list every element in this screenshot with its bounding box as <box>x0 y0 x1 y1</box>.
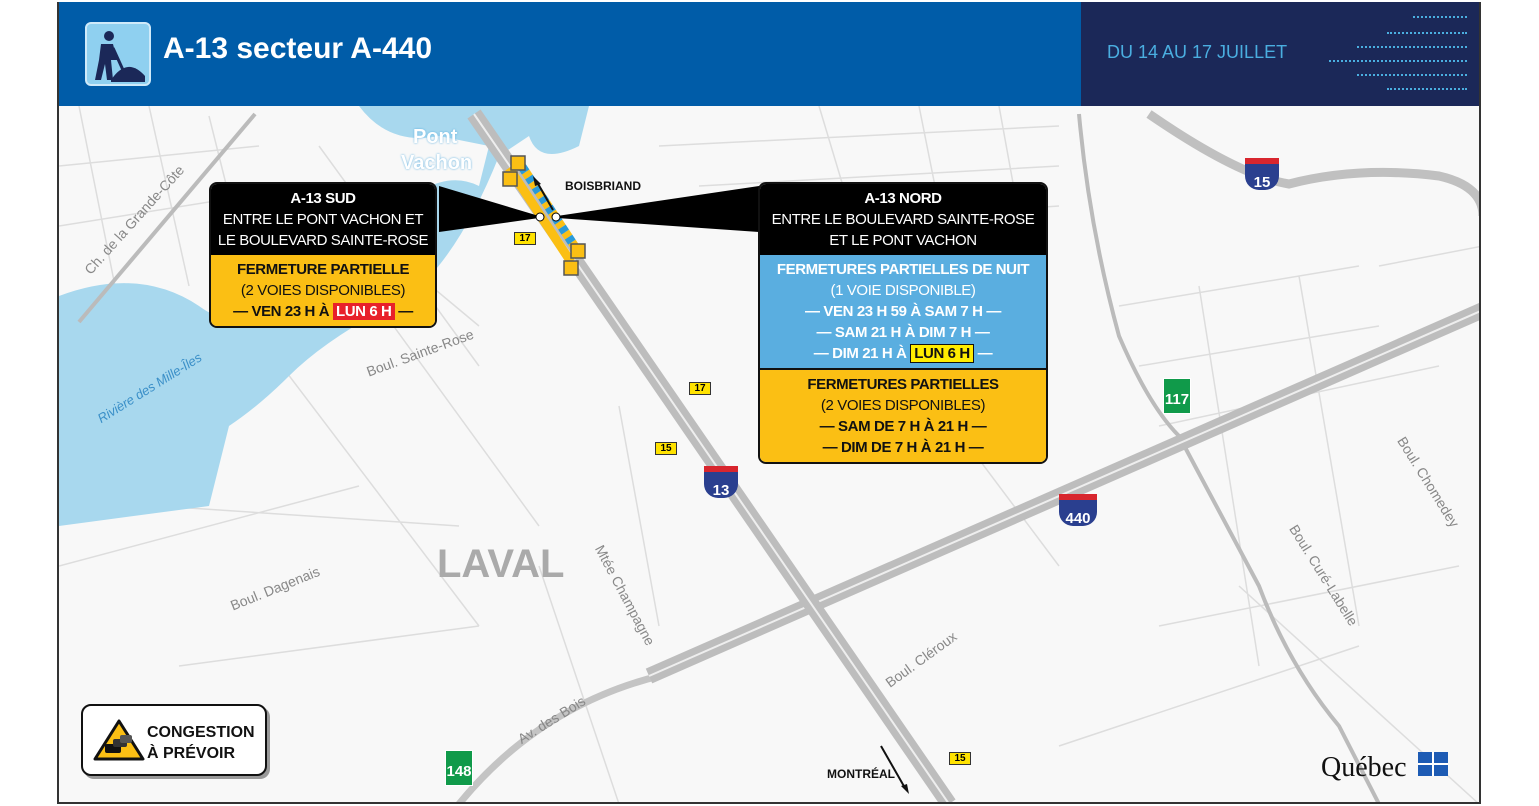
callout-a13-sud <box>209 182 437 328</box>
schedule-highlight: LUN 6 H <box>910 344 974 363</box>
sud-title: A-13 SUD <box>290 190 356 207</box>
sud-lanes: (2 VOIES DISPONIBLES) <box>240 282 406 299</box>
a440-shield: 440 <box>1059 494 1097 526</box>
congestion-warning-icon <box>93 718 145 762</box>
schedule-text: — VEN 23 H À <box>233 303 330 320</box>
label-montreal: MONTRÉAL <box>827 767 895 781</box>
a15-shield: 15 <box>1245 158 1279 190</box>
schedule-highlight: LUN 6 H <box>333 303 395 320</box>
exit-15-sign: 15 <box>655 442 677 455</box>
date-range: DU 14 AU 17 JUILLET <box>1107 42 1288 62</box>
label-riviere: Rivière des Mille-Îles <box>94 349 205 426</box>
schedule-text: — DIM 21 H À <box>813 345 907 362</box>
label-cure-labelle: Boul. Curé-Labelle <box>1286 521 1362 629</box>
sud-schedule <box>215 301 431 322</box>
label-ste-rose: Boul. Sainte-Rose <box>364 325 476 380</box>
label-chomedey: Boul. Chomedey <box>1394 433 1463 531</box>
label-grande-cote: Ch. de la Grande-Côte <box>81 161 188 278</box>
nord-location: ENTRE LE BOULEVARD SAINTE-ROSE <box>771 211 1035 228</box>
congestion-legend <box>81 704 267 776</box>
logo-text: Québec <box>1321 752 1407 783</box>
road-av-des-bois <box>459 676 659 804</box>
label-laval: LAVAL <box>437 542 565 586</box>
label-av-bois: Av. des Bois <box>514 692 589 747</box>
page-title: A-13 secteur A-440 <box>163 32 433 65</box>
label-dagenais: Boul. Dagenais <box>228 563 323 614</box>
night-closure-type: FERMETURES PARTIELLES DE NUIT <box>776 261 1030 278</box>
label-champagne: Mtée Champagne <box>591 542 659 649</box>
day-lanes: (2 VOIES DISPONIBLES) <box>820 397 986 414</box>
nord-title: A-13 NORD <box>864 190 942 207</box>
night-schedule: — SAM 21 H À DIM 7 H — <box>816 324 990 341</box>
decor-dots <box>1387 32 1467 34</box>
night-schedule: — VEN 23 H 59 À SAM 7 H — <box>805 303 1001 320</box>
quebec-flag-icon <box>1418 752 1448 776</box>
label-cleroux: Boul. Cléroux <box>882 628 960 691</box>
legend-line: À PRÉVOIR <box>147 745 236 762</box>
sud-closure-type: FERMETURE PARTIELLE <box>236 261 410 278</box>
day-schedule: — SAM DE 7 H À 21 H — <box>819 418 987 435</box>
sud-location: ENTRE LE PONT VACHON ET <box>222 211 424 228</box>
road-worker-icon <box>85 22 151 86</box>
day-closure-type: FERMETURES PARTIELLES <box>807 376 999 393</box>
schedule-text: — <box>398 303 413 320</box>
night-lanes: (1 VOIE DISPONIBLE) <box>830 282 976 299</box>
nord-location: ET LE PONT VACHON <box>829 232 977 249</box>
infographic <box>57 2 1481 804</box>
sud-location: LE BOULEVARD SAINTE-ROSE <box>217 232 429 249</box>
label-vachon: Vachon <box>401 152 473 174</box>
schedule-text: — <box>977 345 993 362</box>
decor-dots <box>1329 60 1467 62</box>
decor-dots <box>1413 16 1467 18</box>
exit-15-sign: 15 <box>949 752 971 765</box>
a13-shield: 13 <box>704 466 738 498</box>
header <box>59 2 1481 106</box>
callout-a13-nord <box>758 182 1048 464</box>
label-boisbriand: BOISBRIAND <box>565 179 642 193</box>
route-148-shield: 148 <box>445 750 473 786</box>
label-pont: Pont <box>413 126 458 148</box>
decor-dots <box>1357 46 1467 48</box>
day-schedule: — DIM DE 7 H À 21 H — <box>822 439 984 456</box>
exit-17-sign: 17 <box>514 232 536 245</box>
route-117-shield: 117 <box>1163 378 1191 414</box>
night-schedule <box>764 343 1042 364</box>
decor-dots <box>1357 74 1467 76</box>
legend-line: CONGESTION <box>147 724 255 741</box>
quebec-logo <box>1321 752 1448 784</box>
decor-dots <box>1387 88 1467 90</box>
highway-a15 <box>1149 114 1481 216</box>
exit-17-sign: 17 <box>689 382 711 395</box>
